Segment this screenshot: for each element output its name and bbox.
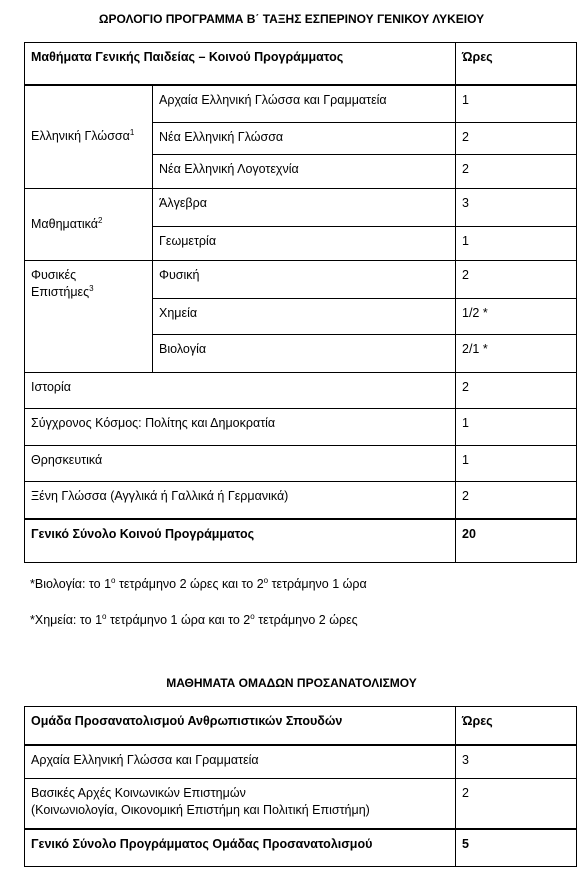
group-label-math: Μαθηματικά$^2$	[25, 189, 153, 261]
table-row	[25, 261, 577, 299]
subject-name: Αρχαία Ελληνική Γλώσσα και Γραμματεία	[25, 745, 456, 779]
subject-hours: 2/1 *	[456, 335, 577, 373]
subject-hours: 1	[456, 446, 577, 482]
table-row	[25, 85, 577, 123]
orientation-table	[24, 706, 577, 867]
table-row	[25, 446, 577, 482]
subject-name: Βιολογία	[153, 335, 456, 373]
table-total-row	[25, 519, 577, 563]
note-chemistry: *Χημεία: το $1^o$ τετράμηνο 1 ώρα και το $2^o$ τετράμηνο 2 ώρες	[30, 611, 358, 627]
subject-hours: 3	[456, 189, 577, 227]
group-label-sciences: Φυσικές Επιστήμες$^3$	[25, 261, 153, 373]
subject-hours: 2	[456, 261, 577, 299]
table-row	[25, 189, 577, 227]
subject-name: Νέα Ελληνική Λογοτεχνία	[153, 155, 456, 189]
table-header-row	[25, 43, 577, 85]
subject-name: Αρχαία Ελληνική Γλώσσα και Γραμματεία	[153, 85, 456, 123]
subject-name: Θρησκευτικά	[25, 446, 456, 482]
table-total-row	[25, 829, 577, 867]
subject-name: Φυσική	[153, 261, 456, 299]
group-label-greek: Ελληνική Γλώσσα$^1$	[25, 85, 153, 189]
total-hours: 5	[456, 829, 577, 867]
subject-hours: 2	[456, 482, 577, 519]
subject-hours: 2	[456, 123, 577, 155]
table-row	[25, 745, 577, 779]
common-program-table	[24, 42, 577, 563]
table-row	[25, 482, 577, 519]
subject-hours: 3	[456, 745, 577, 779]
total-hours: 20	[456, 519, 577, 563]
table-row	[25, 373, 577, 409]
subject-name: Χημεία	[153, 299, 456, 335]
subject-hours: 1	[456, 227, 577, 261]
table-row	[25, 779, 577, 829]
header-hours: Ώρες	[456, 43, 577, 85]
subject-name: Ξένη Γλώσσα (Αγγλικά ή Γαλλικά ή Γερμανικά)	[25, 482, 456, 519]
subject-hours: 1	[456, 409, 577, 446]
subject-hours: 1	[456, 85, 577, 123]
subject-name: Σύγχρονος Κόσμος: Πολίτης και Δημοκρατία	[25, 409, 456, 446]
subject-hours: 1/2 *	[456, 299, 577, 335]
table-header-row	[25, 707, 577, 745]
subject-hours: 2	[456, 373, 577, 409]
header-subject: Μαθήματα Γενικής Παιδείας – Κοινού Προγράμματος	[25, 43, 456, 85]
subject-hours: 2	[456, 155, 577, 189]
subject-name: Γεωμετρία	[153, 227, 456, 261]
section-title-orientation: ΜΑΘΗΜΑΤΑ ΟΜΑΔΩΝ ΠΡΟΣΑΝΑΤΟΛΙΣΜΟΥ	[166, 676, 417, 690]
total-label: Γενικό Σύνολο Κοινού Προγράμματος	[25, 519, 456, 563]
subject-name: Άλγεβρα	[153, 189, 456, 227]
header-subject: Ομάδα Προσανατολισμού Ανθρωπιστικών Σπουδών	[25, 707, 456, 745]
subject-name: Νέα Ελληνική Γλώσσα	[153, 123, 456, 155]
document-title: ΩΡΟΛΟΓΙΟ ΠΡΟΓΡΑΜΜΑ Β΄ ΤΑΞΗΣ ΕΣΠΕΡΙΝΟΥ ΓΕΝΙΚΟΥ ΛΥΚΕΙΟΥ	[98, 12, 485, 26]
subject-hours: 2	[456, 779, 577, 829]
total-label: Γενικό Σύνολο Προγράμματος Ομάδας Προσανατολισμού	[25, 829, 456, 867]
table-row	[25, 409, 577, 446]
header-hours: Ώρες	[456, 707, 577, 745]
note-biology: *Βιολογία: το $1^o$ τετράμηνο 2 ώρες και το $2^o$ τετράμηνο 1 ώρα	[30, 575, 367, 591]
subject-name: Βασικές Αρχές Κοινωνικών Επιστημών (Κοινωνιολογία, Οικονομική Επιστήμη και Πολιτική Επιστήμη)	[25, 779, 456, 829]
subject-name: Ιστορία	[25, 373, 456, 409]
